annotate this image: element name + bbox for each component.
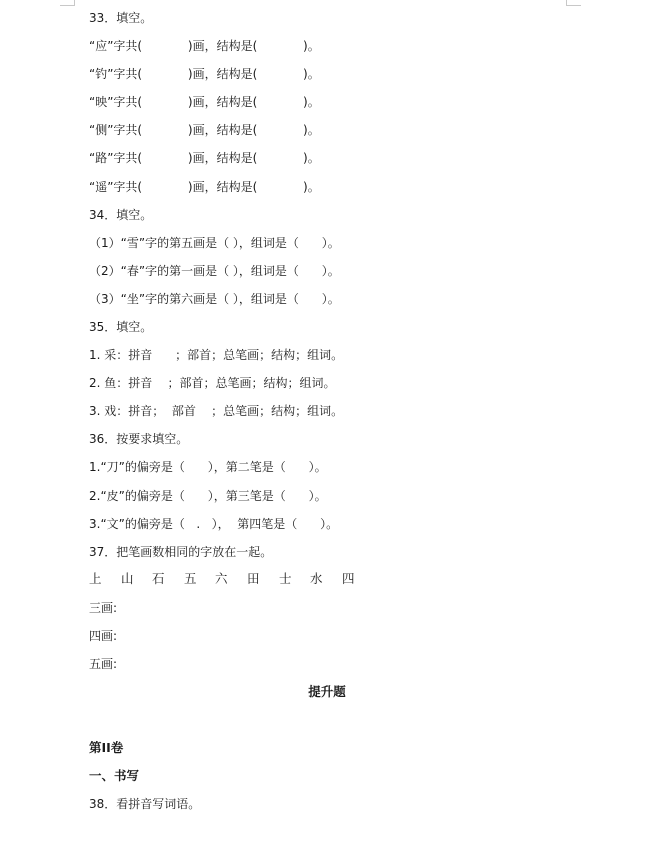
- q37-char: 士: [279, 571, 292, 586]
- q36-row-3: 3.“文”的偏旁是（ . ）， 第四笔是（ ）。: [89, 517, 339, 531]
- q35-row-3: 3. 戏：拼音； 部首 ；总笔画；结构；组词。: [89, 404, 344, 418]
- q33-title: 33．填空。: [89, 11, 153, 25]
- q33-row-4: “侧”字共( )画，结构是( )。: [89, 123, 320, 137]
- q37-char: 水: [310, 571, 323, 586]
- q37-char: 五: [184, 571, 197, 586]
- section-title: [0, 684, 656, 700]
- q37-char: 山: [121, 571, 134, 586]
- q34-row-3: （3）“坐”字的第六画是（ ），组词是（ ）。: [89, 292, 340, 306]
- q37-label-five-strokes: 五画:: [89, 657, 118, 671]
- q33-row-3: “映”字共( )画，结构是( )。: [89, 95, 320, 109]
- q33-row-6: “遥”字共( )画，结构是( )。: [89, 180, 320, 194]
- q35-row-1: 1. 采：拼音 ；部首；总笔画；结构；组词。: [89, 348, 344, 362]
- q37-label-three-strokes: 三画:: [89, 601, 118, 615]
- q38-title: 38．看拼音写词语。: [89, 797, 201, 811]
- volume-title: 第II卷: [89, 740, 124, 755]
- q34-row-2: （2）“春”字的第一画是（ ），组词是（ ）。: [89, 264, 340, 278]
- q36-row-1: 1.“刀”的偏旁是（ ），第二笔是（ ）。: [89, 460, 327, 474]
- q37-char: 四: [342, 571, 355, 586]
- q33-row-2: “钓”字共( )画，结构是( )。: [89, 67, 320, 81]
- q34-row-1: （1）“雪”字的第五画是（ ），组词是（ ）。: [89, 236, 340, 250]
- q35-row-2: 2. 鱼：拼音 ；部首；总笔画；结构；组词。: [89, 376, 336, 390]
- q33-row-5: “路”字共( )画，结构是( )。: [89, 151, 320, 165]
- q37-char: 六: [215, 571, 228, 586]
- page-corner-mark-left: [60, 0, 75, 6]
- q37-label-four-strokes: 四画:: [89, 629, 118, 643]
- section-title-text: 提升题: [308, 684, 346, 699]
- q34-title: 34．填空。: [89, 208, 153, 222]
- q37-char: 田: [247, 571, 260, 586]
- page-corner-mark-right: [566, 0, 581, 6]
- q36-row-2: 2.“皮”的偏旁是（ ），第三笔是（ ）。: [89, 489, 327, 503]
- q33-row-1: “应”字共( )画，结构是( )。: [89, 39, 320, 53]
- q37-char: 上: [89, 571, 102, 586]
- q37-char: 石: [152, 571, 165, 586]
- q36-title: 36．按要求填空。: [89, 432, 189, 446]
- q37-title: 37．把笔画数相同的字放在一起。: [89, 545, 273, 559]
- q35-title: 35．填空。: [89, 320, 153, 334]
- part-title: 一、书写: [89, 768, 140, 783]
